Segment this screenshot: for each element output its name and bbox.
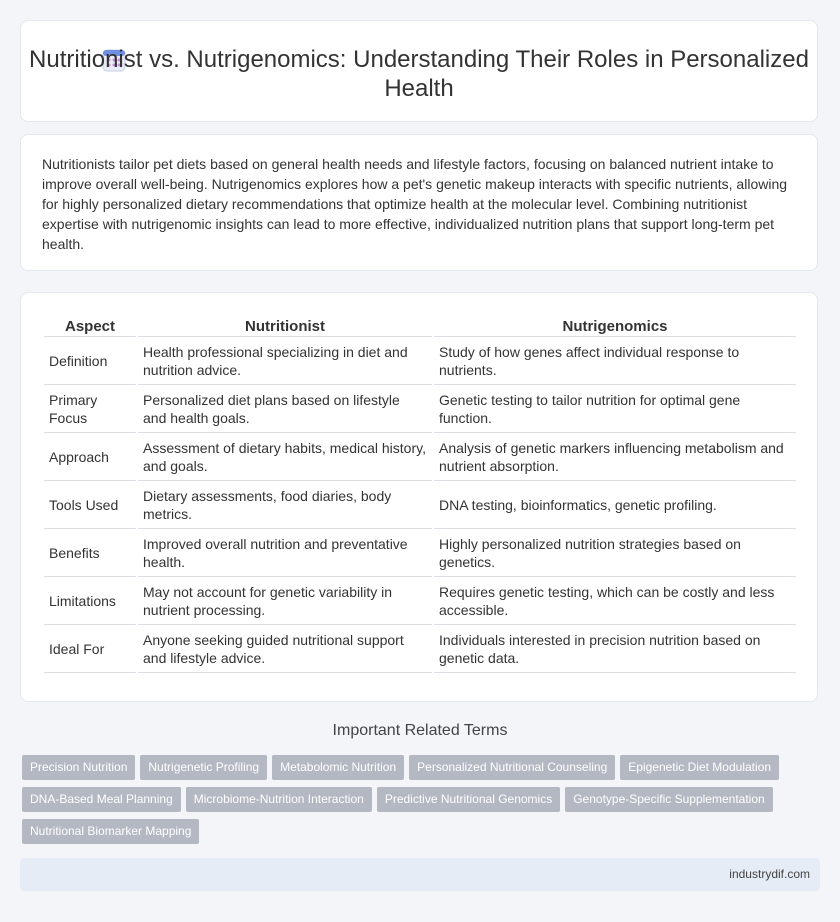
aspect-cell: Ideal For [44,625,136,673]
table-row [44,529,796,577]
table-header-row [44,316,796,337]
table-row [44,625,796,673]
related-term-tag[interactable]: Epigenetic Diet Modulation [620,755,779,780]
related-term-tag[interactable]: Microbiome-Nutrition Interaction [186,787,372,812]
table-row [44,433,796,481]
table-row [44,337,796,385]
nutritionist-cell: May not account for genetic variability in nutrient processing. [138,577,432,625]
related-term-tag[interactable]: Predictive Nutritional Genomics [377,787,560,812]
nutrigenomics-cell: Individuals interested in precision nutrition based on genetic data. [434,625,796,673]
related-term-tag[interactable]: Precision Nutrition [22,755,135,780]
nutritionist-cell: Health professional specializing in diet and nutrition advice. [138,337,432,385]
aspect-cell: Benefits [44,529,136,577]
aspect-cell: Definition [44,337,136,385]
nutrigenomics-cell: DNA testing, bioinformatics, genetic profiling. [434,481,796,529]
nutritionist-cell: Dietary assessments, food diaries, body metrics. [138,481,432,529]
related-term-tag[interactable]: Nutrigenetic Profiling [140,755,267,780]
related-term-tag[interactable]: Personalized Nutritional Counseling [409,755,615,780]
nutrigenomics-cell: Genetic testing to tailor nutrition for optimal gene function. [434,385,796,433]
comparison-card [20,292,818,702]
footer-bar [20,858,820,891]
nutritionist-cell: Personalized diet plans based on lifestyle and health goals. [138,385,432,433]
nutrigenomics-cell: Study of how genes affect individual response to nutrients. [434,337,796,385]
column-header-aspect: Aspect [44,316,136,337]
nutrigenomics-cell: Highly personalized nutrition strategies based on genetics. [434,529,796,577]
related-terms-heading: Important Related Terms [332,722,508,739]
footer-site-link[interactable]: industrydif.com [729,867,810,881]
nutrigenomics-cell: Analysis of genetic markers influencing metabolism and nutrient absorption. [434,433,796,481]
related-term-tag[interactable]: Genotype-Specific Supplementation [565,787,772,812]
related-term-tag[interactable]: Metabolomic Nutrition [272,755,404,780]
table-row [44,385,796,433]
title-card [20,20,818,122]
page-title: Nutritionist vs. Nutrigenomics: Understanding Their Roles in Personalized Health [29,46,809,102]
related-term-tag[interactable]: DNA-Based Meal Planning [22,787,181,812]
comparison-table [42,316,798,673]
column-header-nutritionist: Nutritionist [138,316,432,337]
aspect-cell: Tools Used [44,481,136,529]
nutritionist-cell: Assessment of dietary habits, medical history, and goals. [138,433,432,481]
column-header-nutrigenomics: Nutrigenomics [434,316,796,337]
nutritionist-cell: Improved overall nutrition and preventative health. [138,529,432,577]
aspect-cell: Limitations [44,577,136,625]
table-row [44,481,796,529]
related-term-tag[interactable]: Nutritional Biomarker Mapping [22,819,199,844]
nutritionist-cell: Anyone seeking guided nutritional support and lifestyle advice. [138,625,432,673]
intro-paragraph: Nutritionists tailor pet diets based on general health needs and lifestyle factors, focusing on balanced nutrient intake to improve overall well-being. Nutrigenomics explores how a pet's genetic makeup interacts with specific nutrients, allowing for highly personalized dietary recommendations that optimize health at the molecular level. Combining nutritionist expertise with nutrigenomic insights can lead to more effective, individualized nutrition plans that support long-term pet health. [42,156,788,252]
table-row [44,577,796,625]
related-terms-list [22,755,822,851]
aspect-cell: Approach [44,433,136,481]
intro-card [20,134,818,271]
aspect-cell: Primary Focus [44,385,136,433]
nutrigenomics-cell: Requires genetic testing, which can be costly and less accessible. [434,577,796,625]
